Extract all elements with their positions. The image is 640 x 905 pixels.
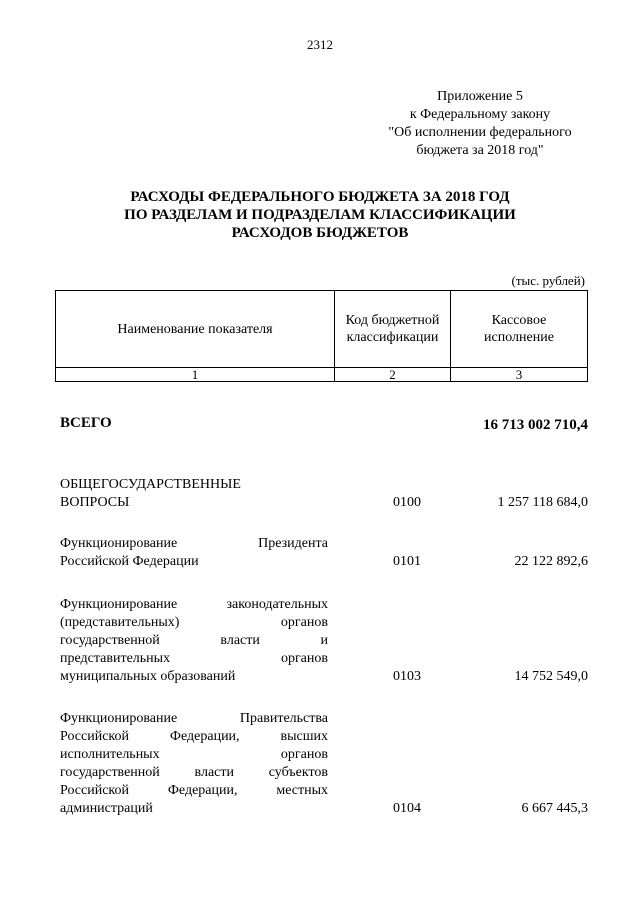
row-value: 22 122 892,6 [514,554,588,569]
row-name-line: Функционирование Правительства [60,711,328,726]
appendix-line: бюджета за 2018 год" [416,143,544,158]
row-name-line: Российской Федерации, высших [60,729,328,744]
appendix-line: к Федеральному закону [409,107,551,122]
row-name-line: Функционирование Президента [60,536,328,551]
appendix-line: "Об исполнении федерального [388,125,572,140]
title-line: РАСХОДОВ БЮДЖЕТОВ [231,225,409,241]
column-header-value: Кассовое исполнение [451,291,588,368]
row-code: 0104 [393,801,421,816]
title-line: ПО РАЗДЕЛАМ И ПОДРАЗДЕЛАМ КЛАССИФИКАЦИИ [124,207,516,223]
row-name-line: ВСЕГО [60,415,112,431]
page-number: 2312 [307,37,333,52]
units-label: (тыс. рублей) [511,273,585,288]
row-name-line: Российской Федерации [60,554,199,569]
title-line: РАСХОДЫ ФЕДЕРАЛЬНОГО БЮДЖЕТА ЗА 2018 ГОД [130,189,510,205]
row-value: 14 752 549,0 [514,669,588,684]
column-number: 3 [451,368,588,382]
row-name [60,710,328,818]
column-header-name: Наименование показателя [56,291,335,368]
row-name-line: Российской Федерации, местных [60,783,328,798]
row-name-line: государственной власти субъектов [60,765,328,780]
table-row [60,414,588,434]
row-name [60,596,328,686]
table-row [60,476,588,512]
row-value: 6 667 445,3 [521,801,588,816]
table-row [60,535,588,571]
table-row [60,596,588,686]
table-row [60,710,588,818]
row-code: 0103 [393,669,421,684]
row-name-line: государственной власти и [60,633,328,648]
row-code: 0100 [393,495,421,510]
appendix-note [330,88,630,160]
column-number: 1 [56,368,335,382]
row-name-line: муниципальных образований [60,669,236,684]
row-value: 1 257 118 684,0 [497,495,588,510]
row-name-line: (представительных) органов [60,615,328,630]
row-value: 16 713 002 710,4 [483,417,588,433]
document-title [0,188,640,242]
column-header-code: Код бюджетной классификации [335,291,451,368]
row-name [60,414,328,432]
row-name-line: исполнительных органов [60,747,328,762]
row-name-line: ВОПРОСЫ [60,495,130,510]
row-name-line: Функционирование законодательных [60,597,328,612]
row-name [60,535,328,571]
row-code: 0101 [393,554,421,569]
row-name [60,476,328,512]
column-number: 2 [335,368,451,382]
row-name-line: администраций [60,801,153,816]
row-name-line: ОБЩЕГОСУДАРСТВЕННЫЕ [60,477,241,492]
row-name-line: представительных органов [60,651,328,666]
table-header [55,290,588,382]
appendix-line: Приложение 5 [437,89,523,104]
